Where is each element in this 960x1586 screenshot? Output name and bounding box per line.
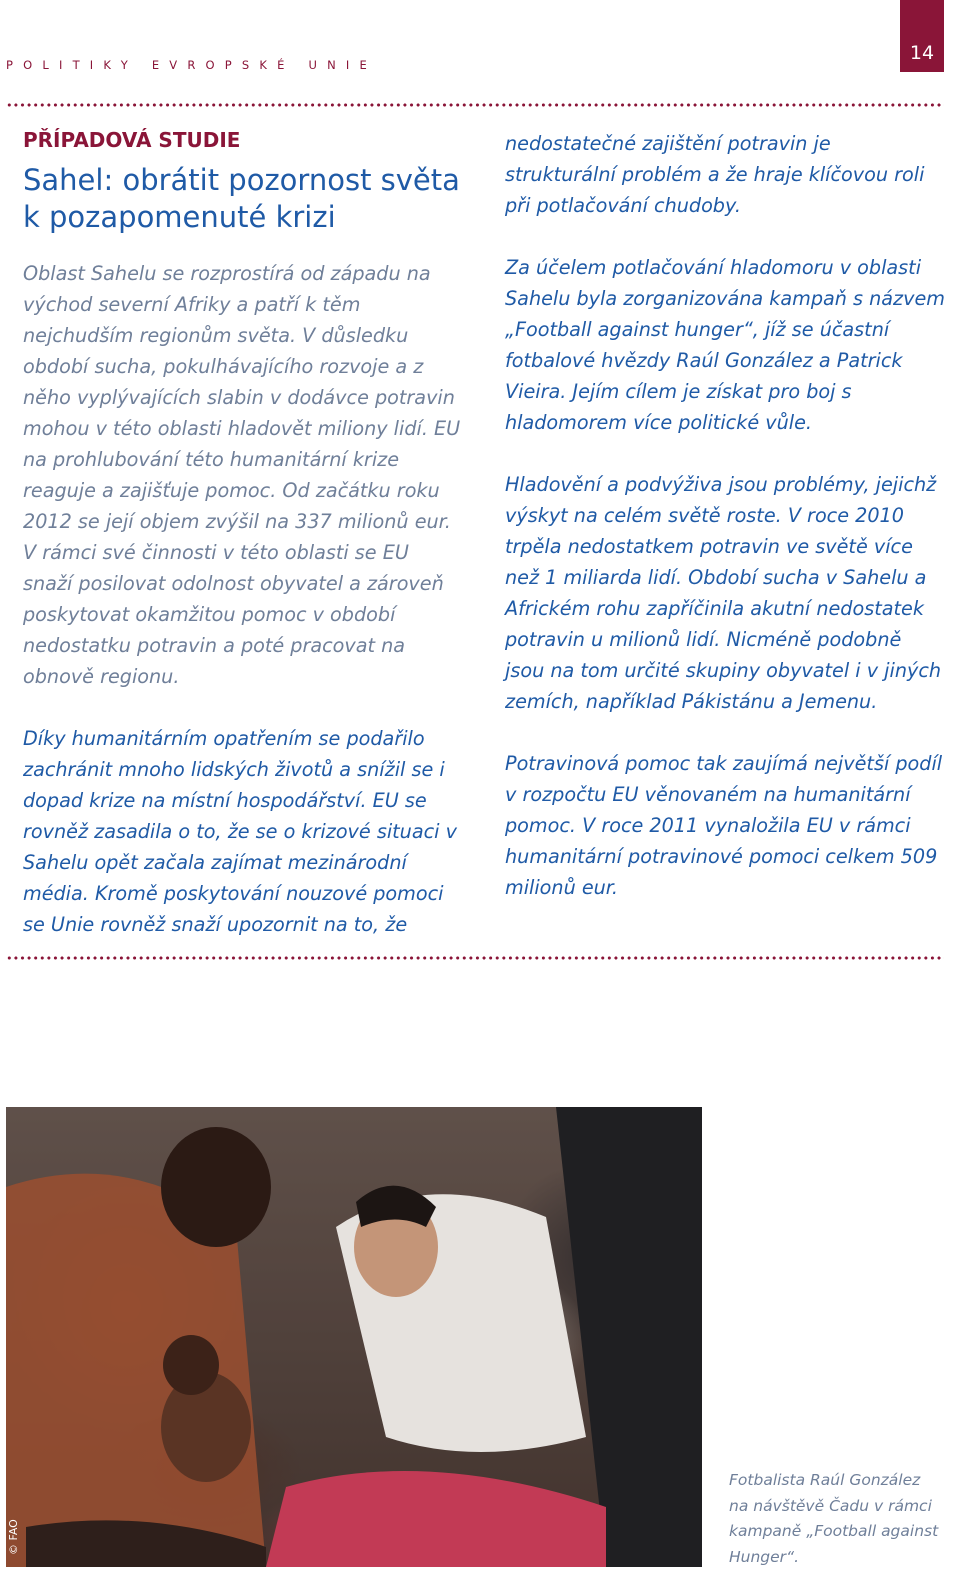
case-study-title — [23, 162, 463, 236]
bottom-dotted-divider — [6, 956, 944, 960]
humanitarian-paragraph: Díky humanitárním opatřením se podařilo zachránit mnoho lidských životů a snížil se i dopad krize na místní hospodářství. EU se rovněž zasadila o to, že se o krizové situaci v Sahelu opět začala zajímat mezinárodní média. Kromě poskytování nouzové pomoci se Unie rovněž snaží upozornit na to, že — [23, 727, 457, 936]
title-line-2: k pozapomenuté krizi — [23, 200, 336, 234]
intro-paragraph: Oblast Sahelu se rozprostírá od západu na východ severní Afriky a patří k těm nejchudším regionům světa. V důsledku období sucha, pokulhávajícího rozvoje a z něho vyplývajících slabin v dodávce potravin mohou v této oblasti hladovět miliony lidí. EU na prohlubování této humanitární krize reaguje a zajišťuje pomoc. Od začátku roku 2012 se její objem zvýšil na 337 milionů eur. V rámci své činnosti v této oblasti se EU snaží posilovat odolnost obyvatel a zároveň poskytovat okamžitou pomoc v období nedostatku potravin a poté pracovat na obnově regionu. — [23, 262, 461, 688]
page-number-tab — [900, 0, 944, 72]
page-number: 14 — [909, 42, 935, 64]
right-column — [505, 128, 945, 934]
running-header-title: POLITIKY EVROPSKÉ UNIE — [6, 58, 377, 72]
title-line-1: Sahel: obrátit pozornost světa — [23, 163, 460, 197]
case-study-kicker: PŘÍPADOVÁ STUDIE — [23, 128, 241, 152]
continuation-paragraph: nedostatečné zajištění potravin je strukturální problém a že hraje klíčovou roli při potlačování chudoby. — [505, 132, 925, 217]
photo-caption: Fotbalista Raúl González na návštěvě Čadu v rámci kampaně „Football against Hunger“. — [729, 1471, 939, 1566]
top-dotted-divider — [6, 103, 944, 107]
hunger-paragraph: Hladovění a podvýživa jsou problémy, jejichž výskyt na celém světě roste. V roce 2010 trpěla nedostatkem potravin ve světě více než 1 miliarda lidí. Období sucha v Sahelu a Africkém rohu zapříčinila akutní nedostatek potravin u milionů lidí. Nicméně podobně jsou na tom určité skupiny obyvatel i v jiných zemích, například Pákistánu a Jemenu. — [505, 473, 942, 713]
photo-credit: © FAO — [7, 1519, 20, 1555]
photo-illustration — [6, 1107, 702, 1567]
photo-gonzalez-chad — [6, 1107, 702, 1567]
left-column — [23, 118, 463, 971]
food-aid-paragraph: Potravinová pomoc tak zaujímá největší podíl v rozpočtu EU věnovaném na humanitární pomoc. V roce 2011 vynaložila EU v rámci humanitární potravinové pomoci celkem 509 milionů eur. — [505, 752, 943, 899]
campaign-paragraph: Za účelem potlačování hladomoru v oblasti Sahelu byla zorganizována kampaň s názvem „Football against hunger“, jíž se účastní fotbalové hvězdy Raúl González a Patrick Vieira. Jejím cílem je získat pro boj s hladomorem více politické vůle. — [505, 256, 945, 434]
